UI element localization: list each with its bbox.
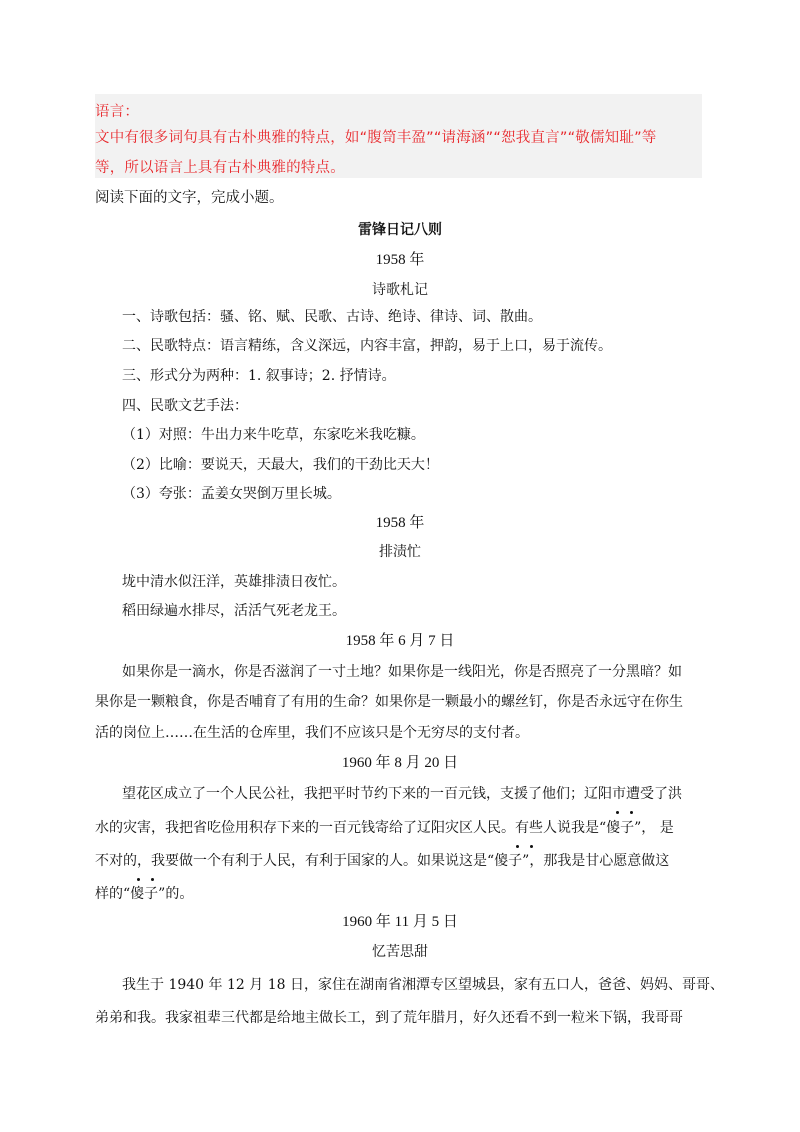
entry-1-line-6: （2）比喻：要说天，天最大，我们的干劲比天大！ bbox=[122, 457, 439, 473]
entry-1-line-5: （1）对照：牛出力来牛吃草，东家吃米我吃糠。 bbox=[122, 427, 425, 443]
entry-4-date: 1960 年 8 月 20 日 bbox=[341, 755, 459, 771]
entry-3-line-2: 果你是一颗粮食，你是否哺育了有用的生命？如果你是一颗最小的螺丝钉，你是否永远守在你生 bbox=[95, 694, 683, 710]
entry-3-line-3: 活的岗位上……在生活的仓库里，我们不应该只是个无穷尽的支付者。 bbox=[95, 725, 529, 741]
entry-2-subtitle: 排渍忙 bbox=[379, 544, 421, 560]
entry-1-line-3: 三、形式分为两种：1. 叙事诗；2. 抒情诗。 bbox=[122, 368, 396, 384]
instruction: 阅读下面的文字，完成小题。 bbox=[95, 190, 284, 206]
entry-1-date: 1958 年 bbox=[375, 252, 425, 268]
entry-4-line-2: 水的灾害，我把省吃俭用积存下来的一百元钱寄给了辽阳灾区人民。有些人说我是“傻子”， 是 bbox=[95, 820, 674, 836]
entry-4-line-1: 望花区成立了一个人民公社，我把平时节约下来的一百元钱，支援了他们；辽阳市遭受了洪 bbox=[122, 786, 682, 802]
entry-1-line-4: 四、民歌文艺手法： bbox=[122, 398, 248, 414]
entry-1-subtitle: 诗歌札记 bbox=[372, 282, 428, 298]
entry-5-subtitle: 忆苦思甜 bbox=[372, 944, 428, 960]
entry-2-line-2: 稻田绿遍水排尽，活活气死老龙王。 bbox=[122, 603, 346, 619]
entry-5-line-1: 我生于 1940 年 12 月 18 日，家住在湖南省湘潭专区望城县，家有五口人，爸爸、妈妈、哥哥、 bbox=[122, 977, 724, 993]
entry-5-line-2: 弟弟和我。我家祖辈三代都是给地主做长工，到了荒年腊月，好久还看不到一粒米下锅，我哥哥 bbox=[95, 1010, 683, 1026]
emphasis-dot bbox=[530, 845, 533, 848]
emphasis-dot bbox=[151, 878, 154, 881]
entry-5-date: 1960 年 11 月 5 日 bbox=[342, 914, 458, 930]
entry-3-date: 1958 年 6 月 7 日 bbox=[345, 633, 455, 649]
emphasis-dot bbox=[516, 845, 519, 848]
emphasis-dot bbox=[616, 811, 619, 814]
answer-box bbox=[95, 94, 702, 178]
entry-1-line-7: （3）夸张：孟姜女哭倒万里长城。 bbox=[122, 486, 341, 502]
entry-2-line-1: 垅中清水似汪洋，英雄排渍日夜忙。 bbox=[122, 574, 346, 590]
article-title: 雷锋日记八则 bbox=[358, 222, 442, 238]
emphasis-dot bbox=[630, 811, 633, 814]
entry-2-date: 1958 年 bbox=[375, 515, 425, 531]
entry-4-line-3: 不对的，我要做一个有利于人民，有利于国家的人。如果说这是“傻子”，那我是甘心愿意做这 bbox=[95, 853, 670, 869]
answer-text-line-1: 文中有很多词句具有古朴典雅的特点，如“腹笥丰盈”“请海涵”“恕我直言”“敬儒知耻”等 bbox=[95, 130, 657, 146]
entry-1-line-1: 一、诗歌包括：骚、铭、赋、民歌、古诗、绝诗、律诗、词、散曲。 bbox=[122, 309, 542, 325]
emphasis-dot bbox=[137, 878, 140, 881]
entry-1-line-2: 二、民歌特点：语言精练，含义深远，内容丰富，押韵，易于上口，易于流传。 bbox=[122, 338, 612, 354]
entry-4-line-4: 样的“傻子”的。 bbox=[95, 886, 194, 902]
answer-text-line-2: 等，所以语言上具有古朴典雅的特点。 bbox=[95, 160, 345, 176]
entry-3-line-1: 如果你是一滴水，你是否滋润了一寸土地？如果你是一线阳光，你是否照亮了一分黑暗？如 bbox=[122, 664, 682, 680]
answer-label: 语言： bbox=[95, 104, 140, 120]
